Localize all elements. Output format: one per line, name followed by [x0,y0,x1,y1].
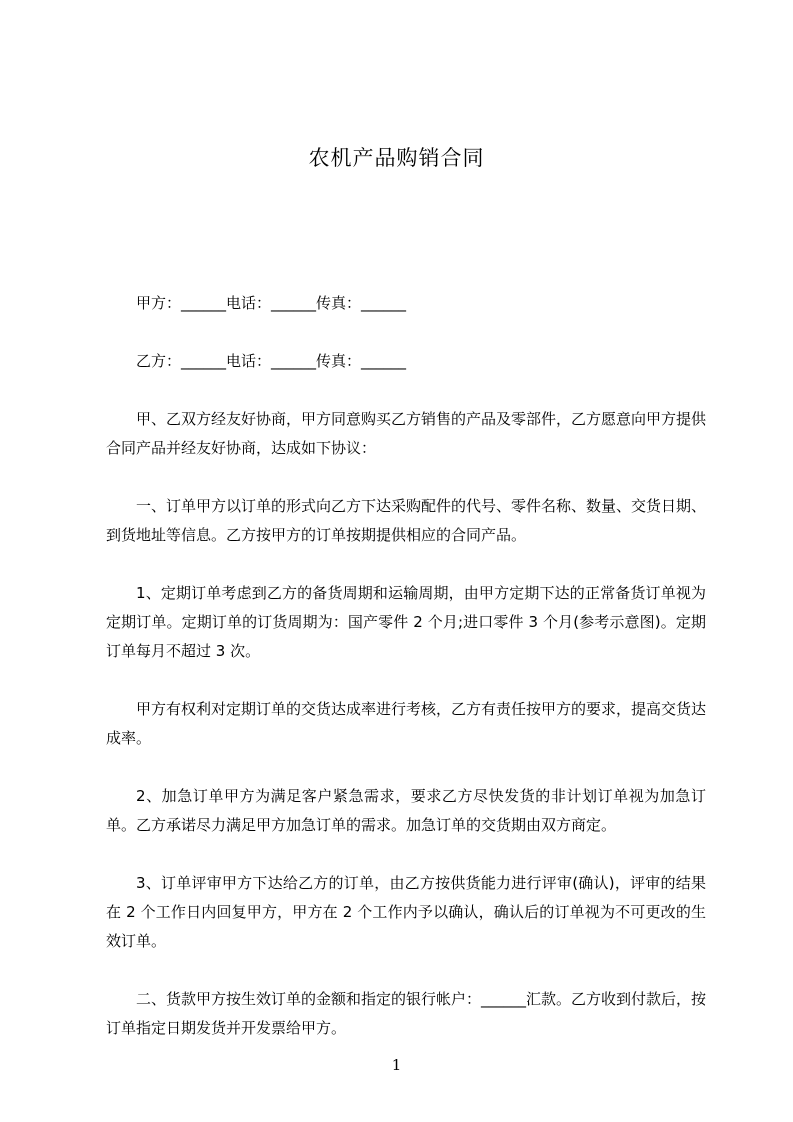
contract-body [106,289,706,1072]
clause-regular-orders: 1、定期订单考虑到乙方的备货周期和运输周期，由甲方定期下达的正常备货订单视为定期订单。定期订单的订货周期为：国产零件 2 个月;进口零件 3 个月(参考示意图)。定期订单每月不超过 3 次。 [106,584,706,660]
party-b-line: 乙方：______电话：______传真：______ [136,352,407,370]
party-a-line: 甲方：______电话：______传真：______ [136,294,407,312]
clause-urgent-orders: 2、加急订单甲方为满足客户紧急需求，要求乙方尽快发货的非计划订单视为加急订单。乙方承诺尽力满足甲方加急订单的需求。加急订单的交货期由双方商定。 [106,787,706,834]
document-title: 农机产品购销合同 [308,146,485,170]
page-number: 1 [391,1056,402,1074]
clause-payment: 二、货款甲方按生效订单的金额和指定的银行帐户：______汇款。乙方收到付款后，按订单指定日期发货并开发票给甲方。 [106,990,707,1037]
clause-orders: 一、订单甲方以订单的形式向乙方下达采购配件的代号、零件名称、数量、交货日期、到货地址等信息。乙方按甲方的订单按期提供相应的合同产品。 [106,497,707,544]
clause-order-review: 3、订单评审甲方下达给乙方的订单，由乙方按供货能力进行评审(确认)，评审的结果在 2 个工作日内回复甲方，甲方在 2 个工作内予以确认，确认后的订单视为不可更改的生效订单。 [106,874,706,950]
preamble-paragraph: 甲、乙双方经友好协商，甲方同意购买乙方销售的产品及零部件，乙方愿意向甲方提供合同产品并经友好协商，达成如下协议： [106,410,707,457]
clause-delivery-assessment: 甲方有权利对定期订单的交货达成率进行考核，乙方有责任按甲方的要求，提高交货达成率。 [106,700,707,747]
